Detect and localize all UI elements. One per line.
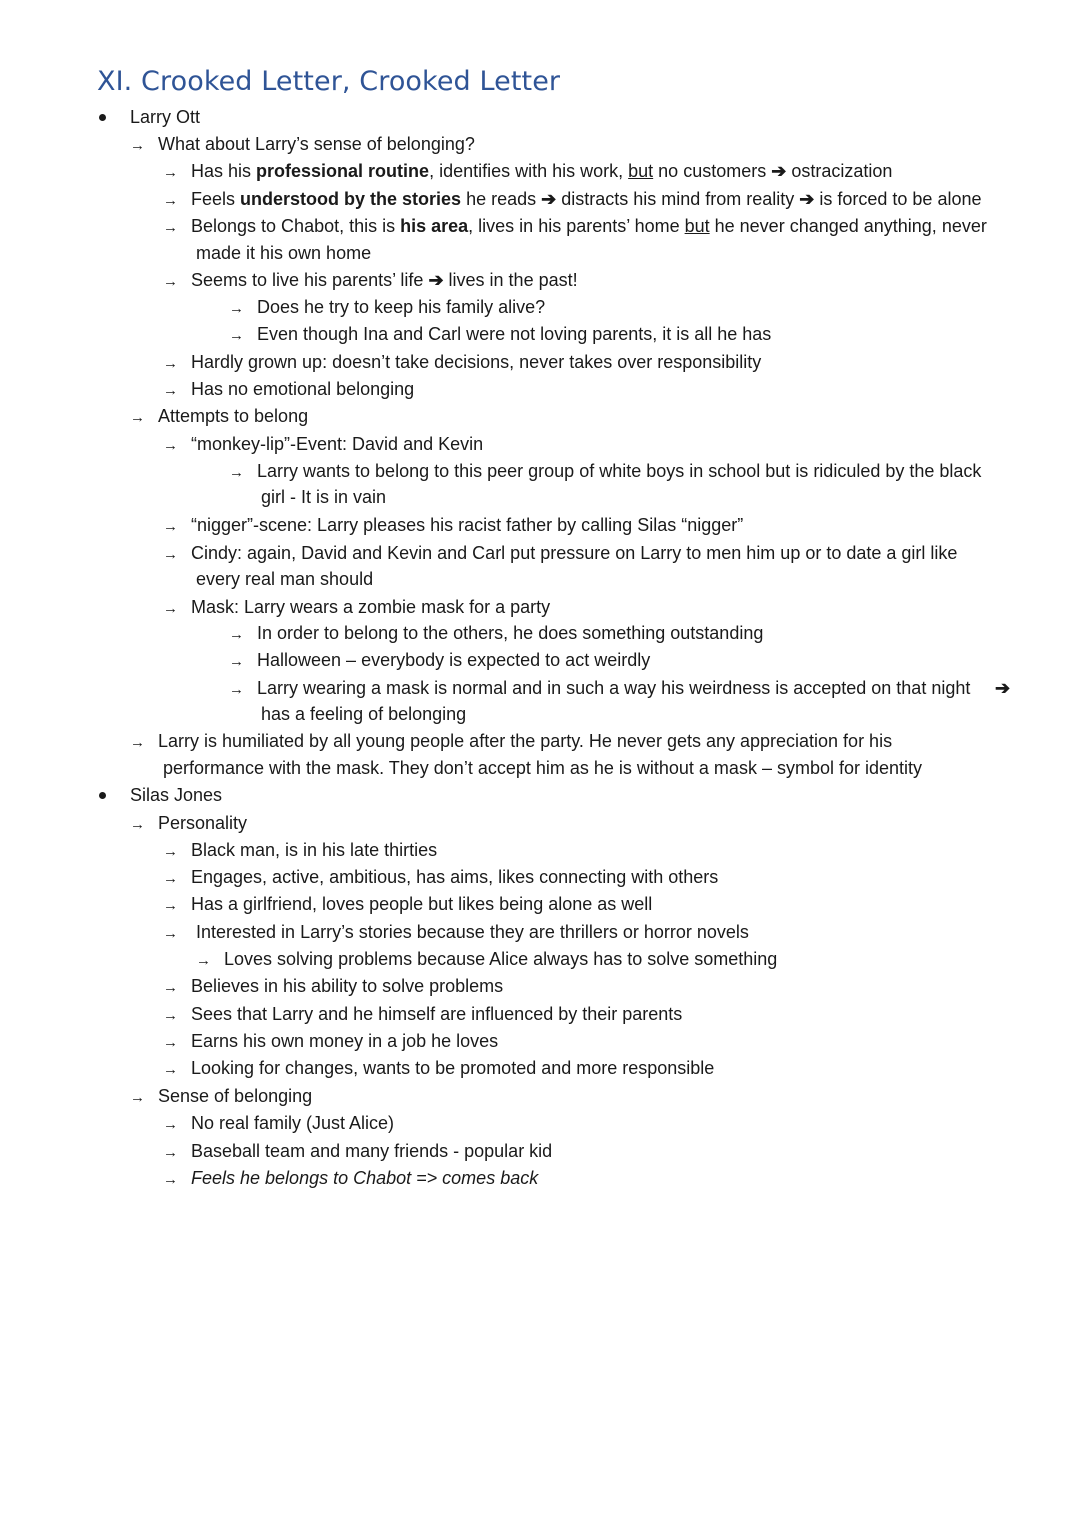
list-item: → Loves solving problems because Alice always has to solve something (196, 946, 777, 974)
arrow-icon: → (163, 1034, 178, 1051)
arrow-icon: → (163, 1171, 178, 1188)
section-larry-ott: Larry Ott (130, 107, 201, 127)
bold-arrow-icon: ➔ (428, 270, 444, 290)
arrow-icon: → (229, 464, 244, 481)
list-item: → Has a girlfriend, loves people but likes being alone as well (163, 891, 652, 919)
list-item: → Attempts to belong (130, 403, 308, 431)
arrow-icon: → (130, 734, 145, 751)
arrow-icon: → (163, 546, 178, 563)
bold-arrow-icon: ➔ (799, 189, 815, 209)
list-item: → Has no emotional belonging (163, 376, 414, 404)
list-item: → Does he try to keep his family alive? (229, 294, 545, 322)
arrow-icon: → (130, 409, 145, 426)
arrow-icon: → (229, 653, 244, 670)
list-item: → Has his professional routine, identifies with his work, but no customers ➔ ostracization (163, 158, 892, 186)
arrow-icon: → (130, 137, 145, 154)
list-item-continuation: made it his own home (196, 243, 372, 263)
arrow-icon: → (130, 1089, 145, 1106)
arrow-icon: → (163, 870, 178, 887)
list-item: → Believes in his ability to solve problems (163, 973, 503, 1001)
arrow-icon: → (229, 327, 244, 344)
arrow-icon: → (163, 273, 178, 290)
list-item: → Larry wearing a mask is normal and in such a way his weirdness is accepted on that night (229, 675, 970, 703)
arrow-icon: → (163, 897, 178, 914)
bullet-icon (99, 792, 106, 799)
list-item: → Baseball team and many friends - popular kid (163, 1138, 552, 1166)
arrow-icon: → (163, 518, 178, 535)
arrow-icon: → (163, 1061, 178, 1078)
list-item: → Belongs to Chabot, this is his area, lives in his parents’ home but he never changed anything, never (163, 213, 987, 241)
list-item: → Personality (130, 810, 247, 838)
list-item: → Sees that Larry and he himself are influenced by their parents (163, 1001, 682, 1029)
list-item: → Larry is humiliated by all young people after the party. He never gets any appreciation for his (130, 728, 892, 756)
list-item: → Looking for changes, wants to be promoted and more responsible (163, 1055, 714, 1083)
list-item-continuation: every real man should (196, 569, 374, 589)
list-item: → Feels he belongs to Chabot => comes back (163, 1165, 538, 1193)
bold-arrow-icon: ➔ (541, 189, 557, 209)
list-item: → Engages, active, ambitious, has aims, likes connecting with others (163, 864, 718, 892)
list-item: → Black man, is in his late thirties (163, 837, 437, 865)
list-item: → Interested in Larry’s stories because they are thrillers or horror novels (163, 919, 749, 947)
arrow-icon: → (163, 164, 178, 181)
arrow-icon: → (163, 382, 178, 399)
arrow-icon: → (163, 219, 178, 236)
list-item: → Mask: Larry wears a zombie mask for a party (163, 594, 550, 622)
arrow-icon: → (229, 681, 244, 698)
section-silas-jones: Silas Jones (130, 785, 223, 805)
bullet-icon (99, 114, 106, 121)
arrow-icon: → (163, 1116, 178, 1133)
arrow-icon: → (163, 1144, 178, 1161)
arrow-icon: → (229, 626, 244, 643)
bold-arrow-icon: ➔ (995, 678, 1011, 698)
arrow-icon: → (196, 952, 211, 969)
arrow-icon: → (163, 925, 178, 942)
list-item: → What about Larry’s sense of belonging? (130, 131, 475, 159)
list-item: → Even though Ina and Carl were not loving parents, it is all he has (229, 321, 771, 349)
list-item: → No real family (Just Alice) (163, 1110, 394, 1138)
list-item: → In order to belong to the others, he does something outstanding (229, 620, 763, 648)
list-item-continuation: performance with the mask. They don’t accept him as he is without a mask – symbol for identity (163, 758, 923, 778)
list-item: → Halloween – everybody is expected to act weirdly (229, 647, 650, 675)
list-item: → Feels understood by the stories he reads ➔ distracts his mind from reality ➔ is forced to be alone (163, 186, 981, 214)
arrow-icon: → (130, 816, 145, 833)
page-title: XI. Crooked Letter, Crooked Letter (97, 66, 561, 97)
list-item: → “nigger”-scene: Larry pleases his racist father by calling Silas “nigger” (163, 512, 743, 540)
arrow-icon: → (163, 843, 178, 860)
arrow-icon: → (229, 300, 244, 317)
list-item: → Earns his own money in a job he loves (163, 1028, 498, 1056)
list-item: → “monkey-lip”-Event: David and Kevin (163, 431, 483, 459)
list-item: → Hardly grown up: doesn’t take decisions, never takes over responsibility (163, 349, 761, 377)
list-item: → Cindy: again, David and Kevin and Carl put pressure on Larry to men him up or to date a girl like (163, 540, 957, 568)
bold-arrow-icon: ➔ (771, 161, 787, 181)
arrow-icon: → (163, 1007, 178, 1024)
list-item-continuation: has a feeling of belonging (261, 704, 467, 724)
arrow-icon: → (163, 437, 178, 454)
arrow-icon: → (163, 192, 178, 209)
list-item: → Seems to live his parents’ life ➔ lives in the past! (163, 267, 578, 295)
list-item: → Larry wants to belong to this peer group of white boys in school but is ridiculed by the black (229, 458, 981, 486)
list-item-continuation: girl - It is in vain (261, 487, 387, 507)
arrow-icon: → (163, 355, 178, 372)
arrow-icon: → (163, 600, 178, 617)
list-item: → Sense of belonging (130, 1083, 312, 1111)
arrow-icon: → (163, 979, 178, 996)
